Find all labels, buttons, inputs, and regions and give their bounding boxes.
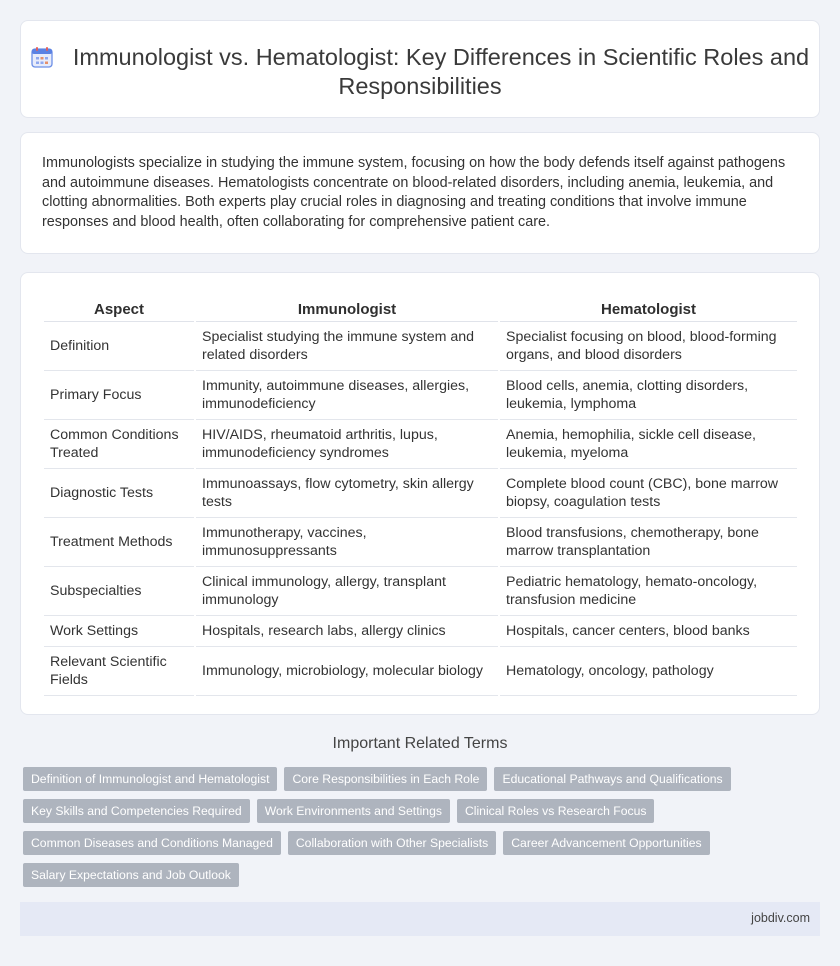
table-row (44, 322, 797, 371)
immunologist-cell: Immunity, autoimmune diseases, allergies, immunodeficiency (196, 371, 498, 420)
header-aspect: Aspect (44, 292, 194, 322)
comparison-table (42, 292, 799, 696)
immunologist-cell: Immunoassays, flow cytometry, skin allergy tests (196, 469, 498, 518)
table-row (44, 469, 797, 518)
immunologist-cell: Immunology, microbiology, molecular biology (196, 647, 498, 696)
table-row (44, 567, 797, 616)
table-row (44, 420, 797, 469)
aspect-cell: Definition (44, 322, 194, 371)
hematologist-cell: Anemia, hemophilia, sickle cell disease, leukemia, myeloma (500, 420, 797, 469)
aspect-cell: Diagnostic Tests (44, 469, 194, 518)
intro-paragraph: Immunologists specialize in studying the immune system, focusing on how the body defends itself against pathogens and autoimmune diseases. Hematologists concentrate on blood-related disorders, including anemia, leukemia, and clotting abnormalities. Both experts play crucial roles in diagnosing and treating conditions that involve immune responses and blood health, often collaborating for comprehensive patient care. (42, 155, 786, 230)
related-term-tag[interactable]: Key Skills and Competencies Required (23, 799, 250, 823)
immunologist-cell: Specialist studying the immune system and related disorders (196, 322, 498, 371)
related-terms-list (23, 767, 803, 895)
table-row (44, 518, 797, 567)
intro-card (20, 132, 820, 254)
related-term-tag[interactable]: Salary Expectations and Job Outlook (23, 863, 239, 887)
comparison-card (20, 272, 820, 715)
aspect-cell: Relevant Scientific Fields (44, 647, 194, 696)
related-term-tag[interactable]: Collaboration with Other Specialists (288, 831, 496, 855)
page-title: Immunologist vs. Hematologist: Key Differences in Scientific Roles and Responsibilities (72, 44, 810, 99)
related-terms-heading: Important Related Terms (332, 735, 508, 752)
related-term-tag[interactable]: Educational Pathways and Qualifications (494, 767, 730, 791)
aspect-cell: Subspecialties (44, 567, 194, 616)
hematologist-cell: Hospitals, cancer centers, blood banks (500, 616, 797, 647)
table-row (44, 647, 797, 696)
header-hematologist: Hematologist (500, 292, 797, 322)
aspect-cell: Common Conditions Treated (44, 420, 194, 469)
related-term-tag[interactable]: Work Environments and Settings (257, 799, 450, 823)
related-term-tag[interactable]: Clinical Roles vs Research Focus (457, 799, 655, 823)
hematologist-cell: Blood transfusions, chemotherapy, bone marrow transplantation (500, 518, 797, 567)
related-term-tag[interactable]: Definition of Immunologist and Hematologist (23, 767, 277, 791)
hematologist-cell: Blood cells, anemia, clotting disorders, leukemia, lymphoma (500, 371, 797, 420)
immunologist-cell: Immunotherapy, vaccines, immunosuppressants (196, 518, 498, 567)
hematologist-cell: Specialist focusing on blood, blood-forming organs, and blood disorders (500, 322, 797, 371)
aspect-cell: Treatment Methods (44, 518, 194, 567)
immunologist-cell: HIV/AIDS, rheumatoid arthritis, lupus, immunodeficiency syndromes (196, 420, 498, 469)
related-term-tag[interactable]: Core Responsibilities in Each Role (284, 767, 487, 791)
footer (20, 902, 820, 936)
immunologist-cell: Hospitals, research labs, allergy clinics (196, 616, 498, 647)
related-term-tag[interactable]: Common Diseases and Conditions Managed (23, 831, 281, 855)
hematologist-cell: Complete blood count (CBC), bone marrow biopsy, coagulation tests (500, 469, 797, 518)
footer-site-link[interactable]: jobdiv.com (751, 911, 810, 925)
header-immunologist: Immunologist (196, 292, 498, 322)
related-term-tag[interactable]: Career Advancement Opportunities (503, 831, 709, 855)
immunologist-cell: Clinical immunology, allergy, transplant immunology (196, 567, 498, 616)
hematologist-cell: Pediatric hematology, hemato-oncology, transfusion medicine (500, 567, 797, 616)
page-title-wrap (21, 43, 819, 101)
calendar-icon (31, 46, 53, 68)
table-header-row (44, 292, 797, 322)
table-row (44, 371, 797, 420)
header-card (20, 20, 820, 118)
aspect-cell: Work Settings (44, 616, 194, 647)
aspect-cell: Primary Focus (44, 371, 194, 420)
table-row (44, 616, 797, 647)
hematologist-cell: Hematology, oncology, pathology (500, 647, 797, 696)
